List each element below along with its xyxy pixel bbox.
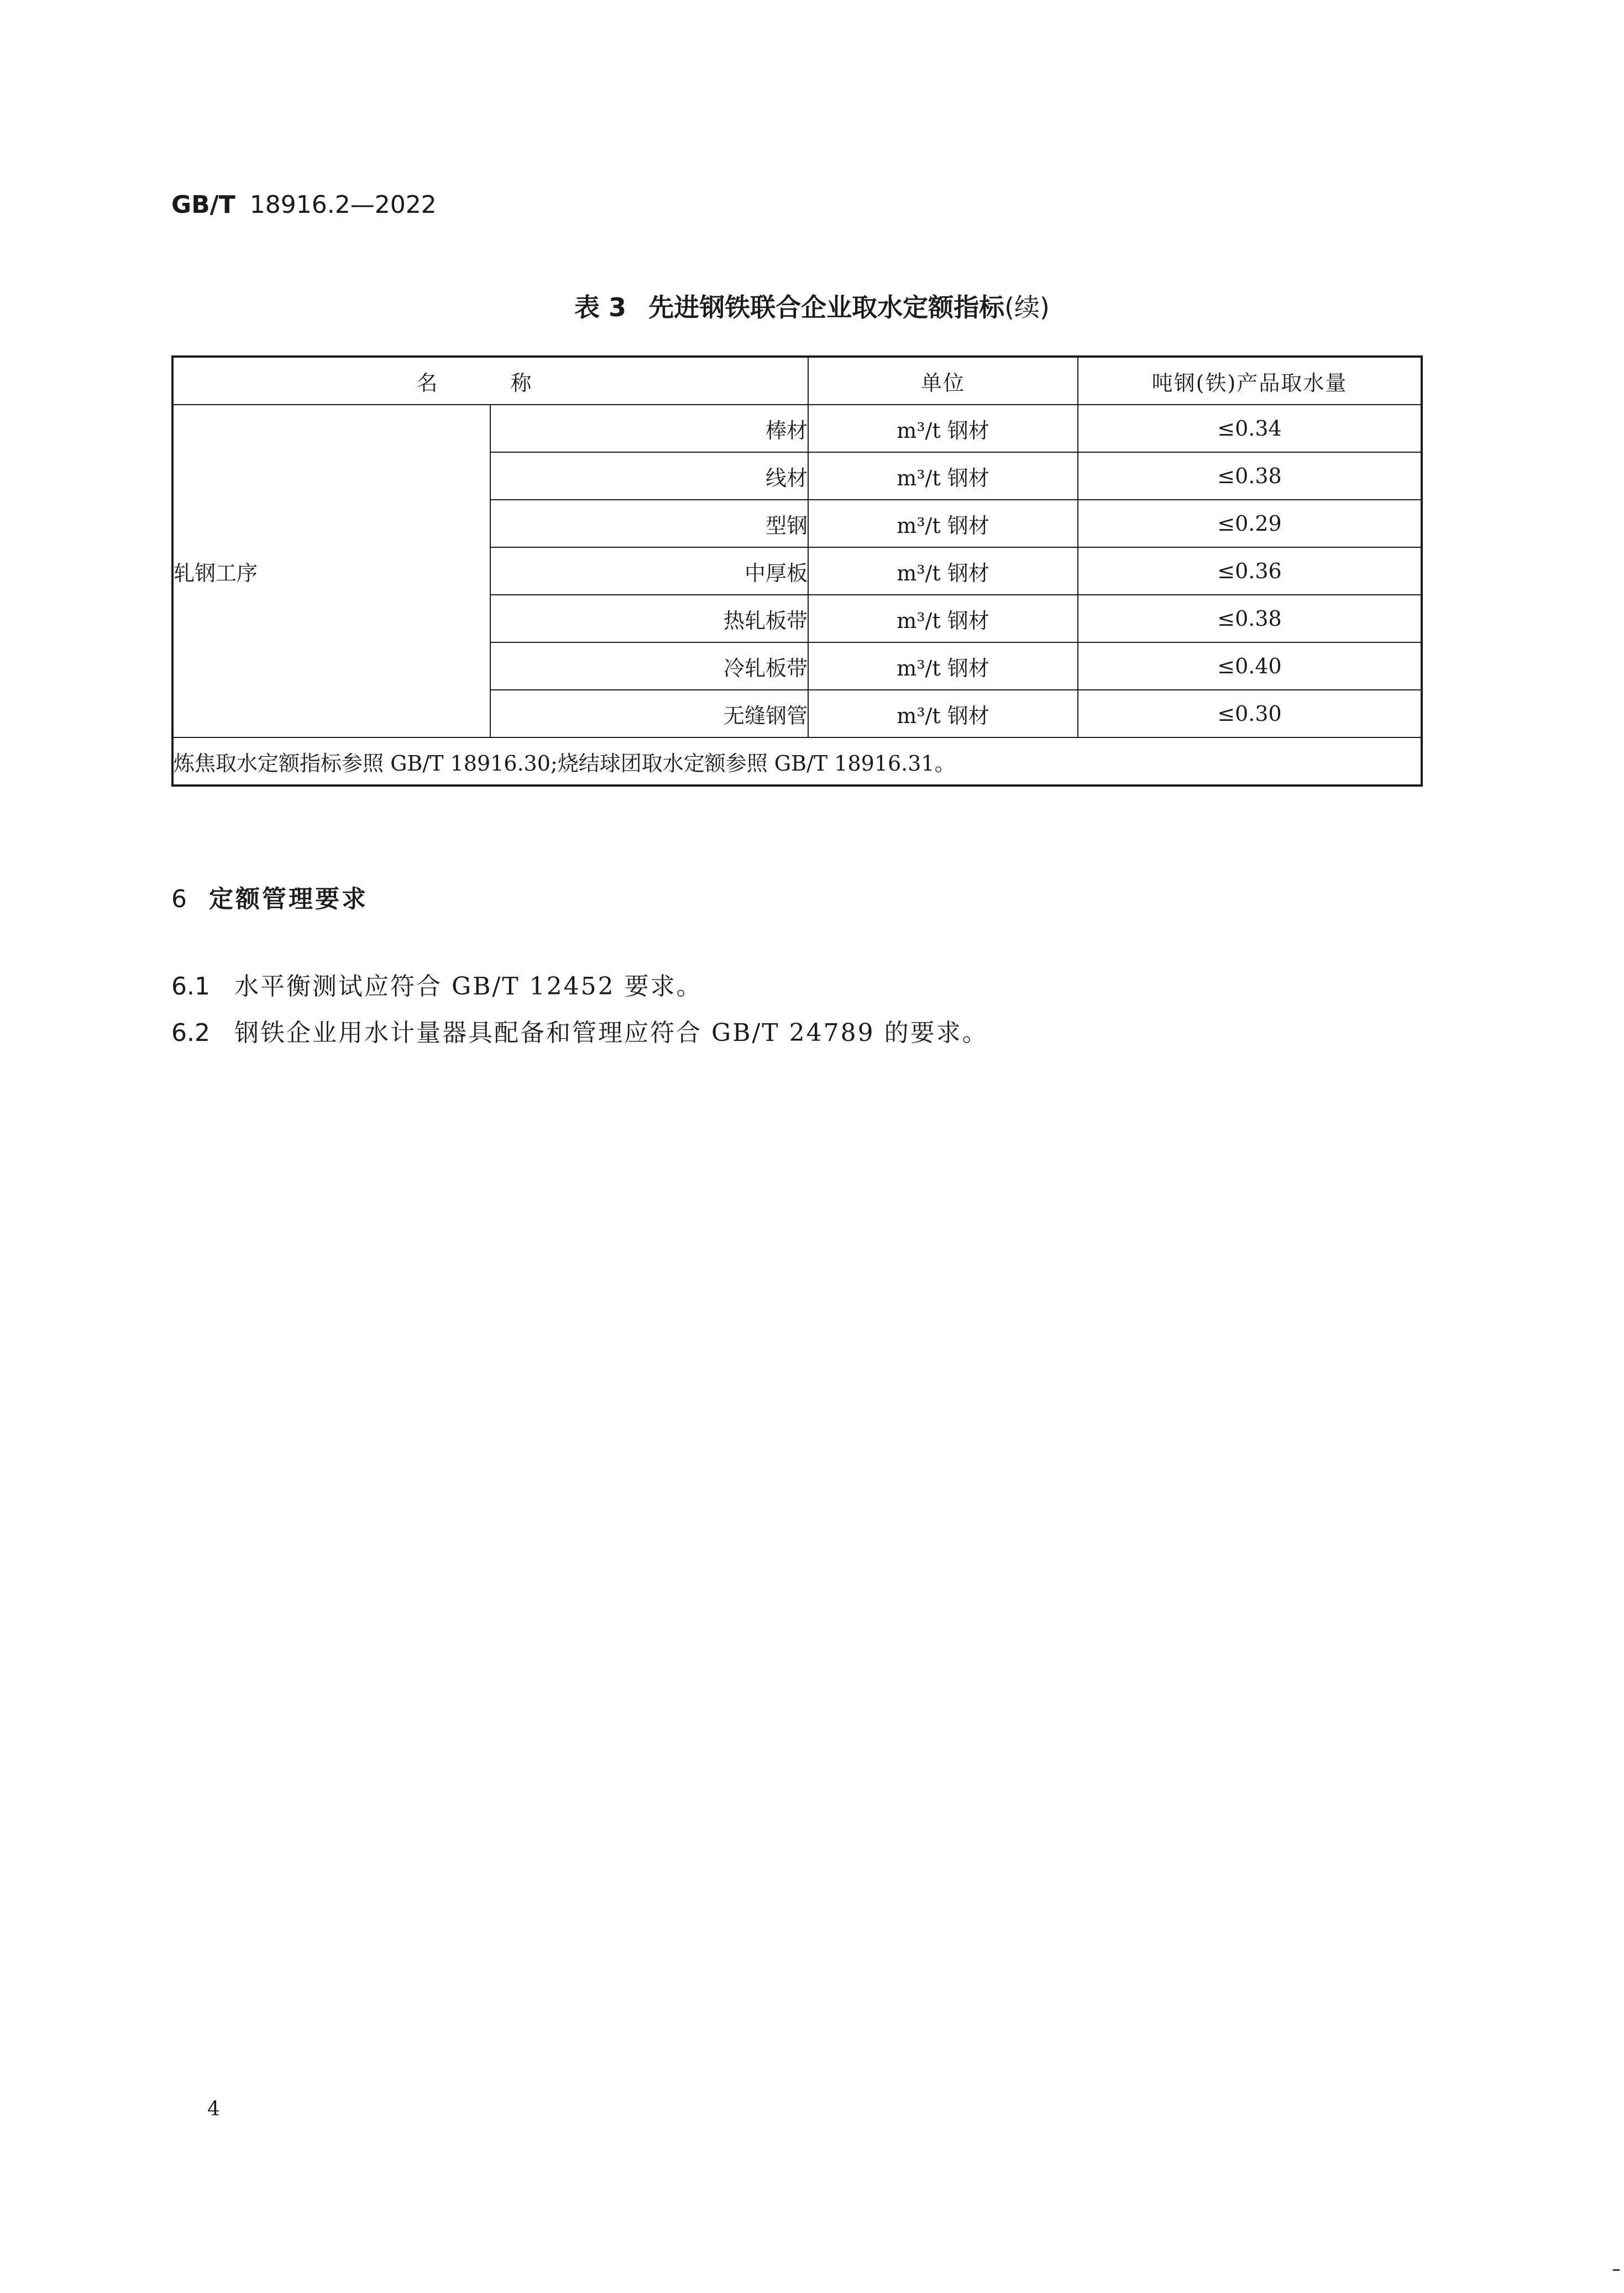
item-quota-value: ≤0.30 [1078, 690, 1422, 737]
table-row [172, 405, 1422, 452]
item-unit: m³/t 钢材 [808, 405, 1078, 452]
item-name: 棒材 [490, 405, 808, 452]
header-unit: 单位 [808, 357, 1078, 405]
section-number: 6 [171, 885, 187, 913]
header-name: 名 称 [172, 357, 808, 405]
item-unit: m³/t 钢材 [808, 452, 1078, 500]
section-heading [171, 879, 368, 914]
table-caption-suffix: (续) [1004, 292, 1050, 322]
page-number: 4 [207, 2098, 220, 2121]
section-title: 定额管理要求 [209, 885, 368, 913]
water-quota-table [171, 355, 1423, 787]
header-quota: 吨钢(铁)产品取水量 [1078, 357, 1422, 405]
item-unit: m³/t 钢材 [808, 595, 1078, 642]
item-name: 型钢 [490, 500, 808, 547]
item-name: 无缝钢管 [490, 690, 808, 737]
item-unit: m³/t 钢材 [808, 642, 1078, 690]
table-note: 炼焦取水定额指标参照 GB/T 18916.30;烧结球团取水定额参照 GB/T 18916.31。 [172, 737, 1422, 786]
clause-number: 6.2 [171, 1019, 210, 1047]
table-caption-number: 表 3 [574, 292, 627, 322]
item-quota-value: ≤0.29 [1078, 500, 1422, 547]
clause-6-1 [171, 966, 703, 1002]
clause-text: 钢铁企业用水计量器具配备和管理应符合 GB/T 24789 的要求。 [234, 1019, 988, 1047]
item-unit: m³/t 钢材 [808, 500, 1078, 547]
item-name: 热轧板带 [490, 595, 808, 642]
edge-mark [1613, 2269, 1620, 2271]
item-name: 线材 [490, 452, 808, 500]
item-name: 中厚板 [490, 547, 808, 595]
document-code-number: 18916.2—2022 [249, 191, 437, 219]
item-quota-value: ≤0.38 [1078, 452, 1422, 500]
item-quota-value: ≤0.38 [1078, 595, 1422, 642]
table-caption [0, 287, 1624, 324]
group-label-rolling: 轧钢工序 [172, 405, 490, 737]
document-code-prefix: GB/T [171, 191, 235, 219]
item-name: 冷轧板带 [490, 642, 808, 690]
clause-number: 6.1 [171, 972, 210, 1001]
document-code [171, 191, 437, 219]
item-quota-value: ≤0.36 [1078, 547, 1422, 595]
item-unit: m³/t 钢材 [808, 547, 1078, 595]
item-quota-value: ≤0.40 [1078, 642, 1422, 690]
item-quota-value: ≤0.34 [1078, 405, 1422, 452]
table-note-row [172, 737, 1422, 786]
clause-text: 水平衡测试应符合 GB/T 12452 要求。 [234, 972, 703, 1001]
table-caption-text: 先进钢铁联合企业取水定额指标 [648, 292, 1005, 322]
table-header-row [172, 357, 1422, 405]
item-unit: m³/t 钢材 [808, 690, 1078, 737]
clause-6-2 [171, 1013, 988, 1048]
